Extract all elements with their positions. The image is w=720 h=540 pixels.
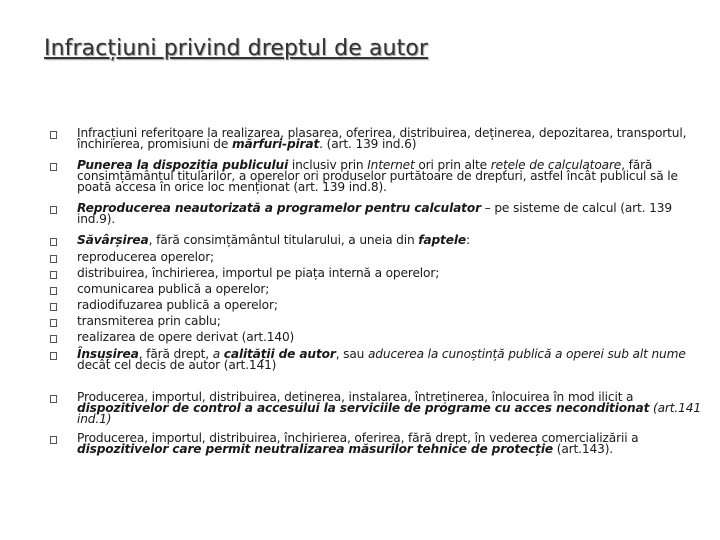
list-item-text — [77, 392, 707, 426]
list-item — [50, 316, 707, 327]
text-span: (art.143). — [553, 442, 614, 457]
list-item — [50, 433, 707, 455]
list-item-text — [77, 332, 707, 343]
list-item — [50, 160, 707, 194]
text-span: – pe sisteme de calcul (art. 139 ind.9). — [77, 201, 672, 227]
list-item — [50, 284, 707, 295]
bullet-icon — [50, 206, 57, 214]
list-item — [50, 332, 707, 343]
text-span: ori prin alte — [414, 158, 491, 172]
list-item — [50, 128, 707, 150]
bullet-icon — [50, 319, 57, 327]
list-item — [50, 235, 707, 246]
text-span: Infracțiuni referitoare la realizarea, plasarea, oferirea, distribuirea, deținerea, depozitarea, transportul, închirierea, promisiuni de — [77, 126, 687, 152]
emphasis-text: faptele — [418, 233, 466, 247]
italic-text: Internet — [367, 158, 415, 172]
bullet-icon — [50, 436, 57, 444]
emphasis-text: Săvârșirea — [77, 233, 149, 247]
emphasis-text: Punerea la dispoziția publicului — [77, 158, 289, 172]
list-item — [50, 392, 707, 426]
bullet-icon — [50, 335, 57, 343]
bullet-icon — [50, 352, 57, 360]
list-item-text — [77, 203, 707, 225]
list-item-text — [77, 316, 707, 327]
text-span: Producerea, importul, distribuirea, deținerea, instalarea, întreținerea, înlocuirea în mod ilicit a — [77, 390, 634, 404]
text-span: radiodifuzarea publică a operelor; — [77, 298, 278, 312]
text-span: distribuirea, închirierea, importul pe piața internă a operelor; — [77, 266, 440, 280]
text-span: , fără consimțământul titularului, a uneia din — [148, 233, 419, 247]
text-span: inclusiv prin — [288, 158, 368, 172]
list-item-text — [77, 252, 707, 263]
text-span: comunicarea publică a operelor; — [77, 282, 270, 296]
list-item-text — [77, 284, 707, 295]
list-item-text — [77, 235, 707, 246]
bullet-icon — [50, 395, 57, 403]
text-span: decât cel decis de autor (art.141) — [77, 358, 277, 373]
bullet-icon — [50, 271, 57, 279]
list-item-text — [77, 349, 707, 371]
italic-text: a — [212, 347, 224, 361]
emphasis-text: mărfuri-pirat — [231, 137, 320, 152]
emphasis-text: Însușirea — [77, 347, 139, 361]
list-item-text — [77, 300, 707, 311]
list-item-text — [77, 268, 707, 279]
text-span: reproducerea operelor; — [77, 250, 215, 264]
bullet-icon — [50, 303, 57, 311]
text-span: transmiterea prin cablu; — [77, 314, 221, 328]
list-item-text — [77, 160, 707, 194]
text-span: . (art. 139 ind.6) — [319, 137, 417, 152]
list-item — [50, 252, 707, 263]
text-span: Producerea, importul, distribuirea, închirierea, oferirea, fără drept, în vederea comercializării a — [77, 431, 639, 445]
italic-text: (art.141 ind.1) — [77, 401, 701, 427]
list-item — [50, 268, 707, 279]
emphasis-text: calității de autor — [223, 347, 336, 361]
bullet-icon — [50, 131, 57, 139]
text-span: : — [466, 233, 470, 247]
bullet-icon — [50, 163, 57, 171]
italic-text: aducerea la cunoștință publică a operei sub alt nume — [367, 347, 686, 361]
text-span: realizarea de opere derivat (art.140) — [77, 330, 295, 344]
bullet-icon — [50, 255, 57, 263]
bullet-icon — [50, 287, 57, 295]
list-item-text — [77, 128, 707, 150]
text-span: , sau — [335, 347, 368, 361]
emphasis-text: Reproducerea neautorizată a programelor pentru calculator — [77, 201, 481, 215]
list-item — [50, 203, 707, 225]
emphasis-text: dispozitivelor de control a accesului la serviciile de programe cu acces neconditionat — [77, 401, 650, 416]
bullet-icon — [50, 238, 57, 246]
list-item-text — [77, 433, 707, 455]
text-span: , fără consimțământul titularilor, a operelor ori produselor purtătoare de drepturi, astfel încât publicul să le poată accesa în orice loc menționat (art. 139 ind.8). — [77, 158, 678, 195]
italic-text: rețele de calculatoare — [490, 158, 622, 172]
list-item — [50, 349, 707, 371]
text-span: , fără drept, — [138, 347, 213, 361]
emphasis-text: dispozitivelor care permit neutralizarea măsurilor tehnice de protecție — [77, 442, 554, 457]
list-item — [50, 300, 707, 311]
slide-title: Infracțiuni privind dreptul de autor — [44, 36, 429, 61]
